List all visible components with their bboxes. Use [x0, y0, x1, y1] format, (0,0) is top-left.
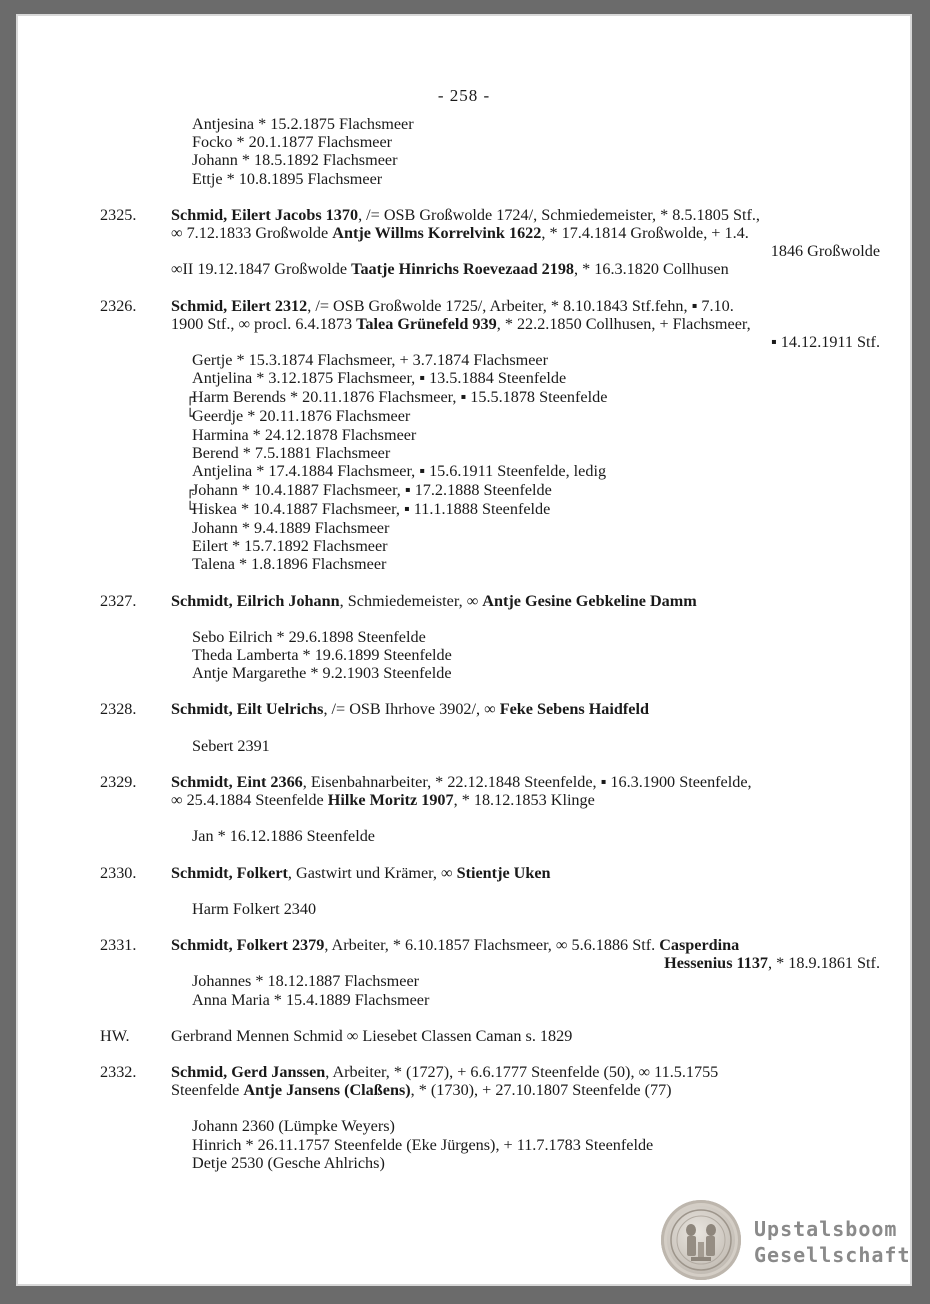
entry-details: Gerbrand Mennen Schmid ∞ Liesebet Classen Caman s. 1829: [171, 1026, 573, 1045]
twin-bracket-top: ┌: [186, 389, 195, 406]
child-text: Harm Berends * 20.11.1876 Flachsmeer, ▪ 15.5.1878 Steenfelde: [192, 387, 608, 406]
child-entry: Antjesina * 15.2.1875 Flachsmeer: [192, 115, 414, 133]
intro-children: [100, 115, 880, 188]
person-name: Schmid, Gerd Janssen: [171, 1062, 326, 1081]
child-text: Hiskea * 10.4.1887 Flachsmeer, ▪ 11.1.1888 Steenfelde: [192, 499, 551, 518]
spouse-name: Casperdina: [659, 935, 740, 954]
person-name: Schmidt, Eilt Uelrichs: [171, 700, 324, 719]
entry-number: 2329.: [100, 772, 137, 791]
child-entry: Hinrich * 26.11.1757 Steenfelde (Eke Jürgens), + 11.7.1783 Steenfelde: [192, 1135, 654, 1154]
upstalsboom-seal-icon: [661, 1200, 741, 1280]
entry-details: , /= OSB Großwolde 1724/, Schmiedemeister, * 8.5.1805 Stf.,: [358, 205, 760, 224]
child-entry: Harm Folkert 2340: [192, 899, 317, 918]
entry-details: , Eisenbahnarbeiter, * 22.12.1848 Steenfelde, ▪ 16.3.1900 Steenfelde,: [302, 772, 752, 791]
entry-number: 2326.: [100, 296, 137, 315]
child-entry: Johann * 9.4.1889 Flachsmeer: [192, 519, 390, 538]
person-name: Schmidt, Folkert 2379: [171, 935, 325, 954]
entry-details: , /= OSB Großwolde 1725/, Arbeiter, * 8.10.1843 Stf.fehn, ▪ 7.10.: [307, 296, 734, 315]
spouse-details: , * 18.12.1853 Klinge: [453, 791, 595, 810]
child-entry: Gertje * 15.3.1874 Flachsmeer, + 3.7.1874 Flachsmeer: [192, 351, 548, 370]
spouse-name: Hilke Moritz 1907: [327, 791, 454, 810]
entry-2331: [100, 936, 880, 1009]
spouse-name: Talea Grünefeld 939: [356, 314, 497, 333]
marriage-info: ∞ 25.4.1884 Steenfelde: [171, 791, 328, 810]
death-info: 1846 Großwolde: [770, 242, 880, 261]
spouse-name: Taatje Hinrichs Roevezaad 2198: [351, 260, 575, 279]
child-entry: Antjelina * 3.12.1875 Flachsmeer, ▪ 13.5.1884 Steenfelde: [192, 369, 567, 388]
entry-hw: [100, 1027, 880, 1045]
spouse-name: Stientje Uken: [456, 863, 551, 882]
twin-bracket-bottom: └: [186, 501, 195, 518]
entry-number: HW.: [100, 1026, 130, 1045]
entry-2330: [100, 864, 880, 918]
spouse-details: , * 17.4.1814 Großwolde, + 1.4.: [541, 224, 749, 243]
logo-line-2: Gesellschaft: [754, 1243, 911, 1267]
person-name: Schmid, Eilert 2312: [171, 296, 308, 315]
logo-line-1: Upstalsboom: [754, 1217, 898, 1241]
entry-details: , /= OSB Ihrhove 3902/, ∞: [323, 700, 500, 719]
marriage-info: ∞ 7.12.1833 Großwolde: [171, 224, 333, 243]
child-entry: Jan * 16.12.1886 Steenfelde: [192, 827, 375, 846]
person-name: Schmidt, Folkert: [171, 863, 288, 882]
person-name: Schmidt, Eint 2366: [171, 772, 303, 791]
entry-2326: [100, 297, 880, 574]
child-entry: Harmina * 24.12.1878 Flachsmeer: [192, 426, 417, 445]
child-entry: Sebert 2391: [192, 736, 270, 755]
twin-bracket-bottom: └: [186, 408, 195, 425]
child-entry: Johann 2360 (Lümpke Weyers): [192, 1117, 395, 1136]
document-page: [16, 14, 912, 1286]
entry-2327: [100, 592, 880, 683]
genealogy-content: [100, 115, 880, 1190]
child-entry: Detje 2530 (Gesche Ahlrichs): [192, 1153, 385, 1172]
entry-details: , Gastwirt und Krämer, ∞: [287, 863, 457, 882]
child-entry: Berend * 7.5.1881 Flachsmeer: [192, 444, 391, 463]
seal-emblem-icon: [661, 1200, 741, 1280]
child-entry: Anna Maria * 15.4.1889 Flachsmeer: [192, 990, 430, 1009]
twin-child-entry: [100, 481, 880, 500]
twin-child-entry: [100, 388, 880, 407]
second-marriage-info: ∞II 19.12.1847 Großwolde: [171, 260, 352, 279]
child-entry: Sebo Eilrich * 29.6.1898 Steenfelde: [192, 627, 426, 646]
entry-2332: [100, 1063, 880, 1172]
society-logo-text: [754, 1216, 911, 1268]
entry-number: 2330.: [100, 863, 137, 882]
entry-details: , Arbeiter, * 6.10.1857 Flachsmeer, ∞ 5.6.1886 Stf.: [324, 935, 660, 954]
person-name: Schmid, Eilert Jacobs 1370: [171, 205, 359, 224]
entry-details: , Schmiedemeister, ∞: [339, 591, 483, 610]
entry-number: 2325.: [100, 205, 137, 224]
child-entry: Eilert * 15.7.1892 Flachsmeer: [192, 537, 388, 556]
entry-number: 2332.: [100, 1062, 137, 1081]
child-entry: Johannes * 18.12.1887 Flachsmeer: [192, 972, 420, 991]
spouse-name: Hessenius 1137: [664, 954, 769, 973]
child-entry: Ettje * 10.8.1895 Flachsmeer: [192, 169, 383, 188]
child-entry: Antje Margarethe * 9.2.1903 Steenfelde: [192, 664, 452, 683]
child-text: Johann * 10.4.1887 Flachsmeer, ▪ 17.2.1888 Steenfelde: [192, 480, 552, 499]
entry-number: 2327.: [100, 591, 137, 610]
child-text: Geerdje * 20.11.1876 Flachsmeer: [192, 406, 411, 425]
entry-number: 2328.: [100, 700, 137, 719]
spouse-details: , * 22.2.1850 Collhusen, + Flachsmeer,: [496, 314, 751, 333]
child-entry: Focko * 20.1.1877 Flachsmeer: [192, 133, 393, 152]
twin-bracket-top: ┌: [186, 482, 195, 499]
twin-child-entry: [100, 407, 880, 426]
entry-2329: [100, 773, 880, 846]
child-entry: Antjelina * 17.4.1884 Flachsmeer, ▪ 15.6.1911 Steenfelde, ledig: [192, 462, 607, 481]
burial-info: ▪ 14.12.1911 Stf.: [770, 333, 880, 352]
entry-number: 2331.: [100, 935, 137, 954]
spouse-name: Feke Sebens Haidfeld: [499, 700, 649, 719]
marriage-info: Steenfelde: [171, 1081, 244, 1100]
spouse-details: , * (1730), + 27.10.1807 Steenfelde (77): [410, 1081, 672, 1100]
spouse-name: Antje Gesine Gebkeline Damm: [482, 591, 697, 610]
entry-details: , Arbeiter, * (1727), + 6.6.1777 Steenfelde (50), ∞ 11.5.1755: [325, 1062, 719, 1081]
child-entry: Talena * 1.8.1896 Flachsmeer: [192, 555, 387, 574]
spouse-name: Antje Willms Korrelvink 1622: [332, 224, 542, 243]
spouse-details: , * 18.9.1861 Stf.: [768, 954, 880, 973]
entry-2325: [100, 206, 880, 279]
entry-2328: [100, 700, 880, 754]
child-entry: Johann * 18.5.1892 Flachsmeer: [192, 151, 398, 170]
spouse-details: , * 16.3.1820 Collhusen: [574, 260, 729, 279]
twin-child-entry: [100, 500, 880, 519]
marriage-info: 1900 Stf., ∞ procl. 6.4.1873: [171, 314, 357, 333]
spouse-name: Antje Jansens (Claßens): [243, 1081, 411, 1100]
page-number: - 258 -: [437, 86, 491, 105]
child-entry: Theda Lamberta * 19.6.1899 Steenfelde: [192, 646, 452, 665]
person-name: Schmidt, Eilrich Johann: [171, 591, 340, 610]
